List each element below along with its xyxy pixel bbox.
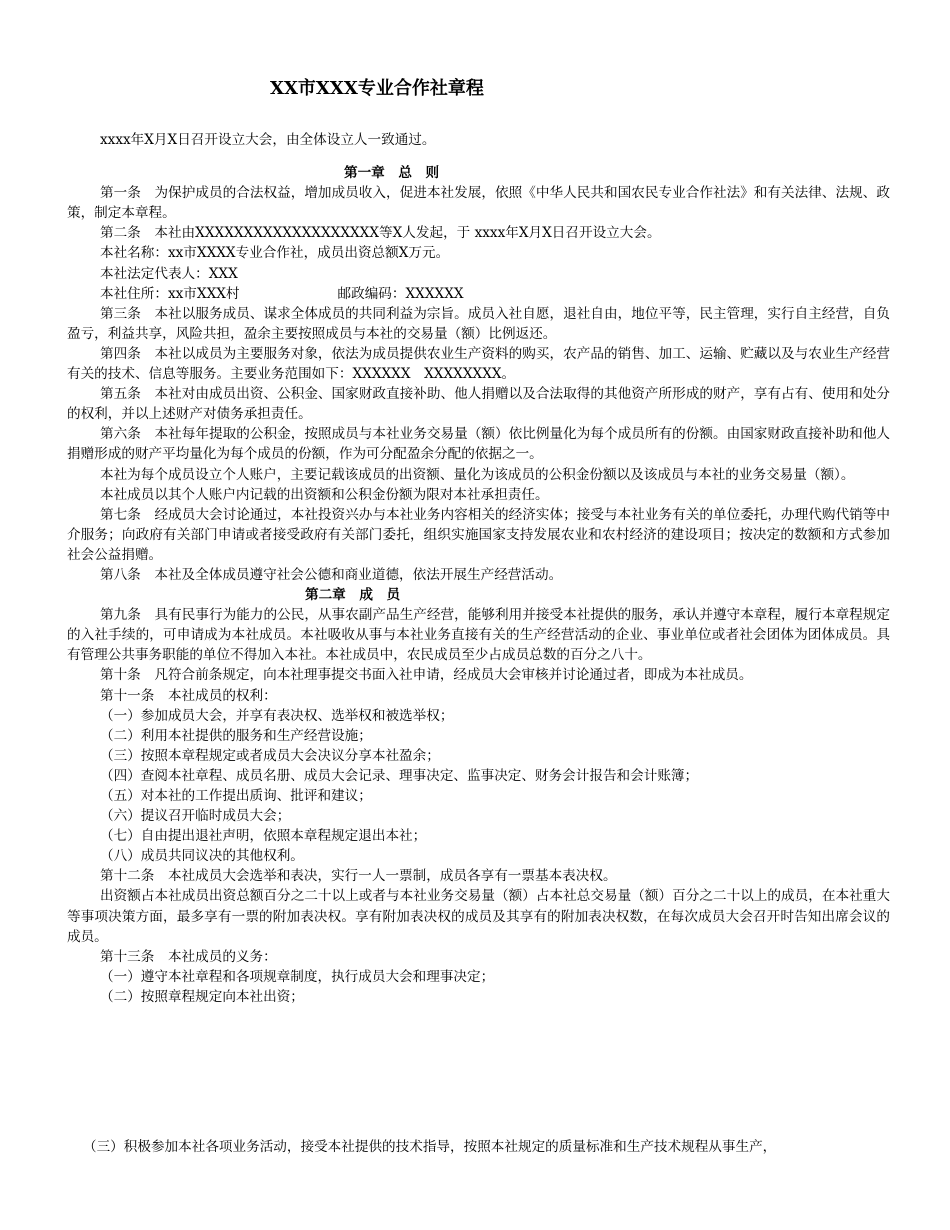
article-4: 第四条 本社以成员为主要服务对象，依法为成员提供农业生产资料的购买，农产品的销售、加工、运输、贮藏以及与农业生产经营有关的技术、信息等服务。主要业务范围如下：XXXXXX XXXXXXXX。	[67, 345, 890, 383]
list-item: （一）遵守本社章程和各项规章制度，执行成员大会和理事决定；	[100, 968, 495, 985]
article-9: 第九条 具有民事行为能力的公民，从事农副产品生产经营，能够利用并接受本社提供的服务，承认并遵守本章程，履行本章程规定的入社手续的，可申请成为本社成员。本社吸收从事与本社业务直接有关的生产经营活动的企业、事业单位或者社会团体为团体成员。具有管理公共事务职能的单位不得加入本社。本社成员中，农民成员至少占成员总数的百分之八十。	[67, 607, 890, 664]
article-8: 第八条 本社及全体成员遵守社会公德和商业道德，依法开展生产经营活动。	[100, 566, 563, 583]
article-7: 第七条 经成员大会讨论通过，本社投资兴办与本社业务内容相关的经济实体；接受与本社业务有关的单位委托，办理代购代销等中介服务；向政府有关部门申请或者接受政府有关部门委托，组织实施国家支持发展农业和农村经济的建设项目；按决定的数额和方式参加社会公益捐赠。	[67, 506, 890, 563]
duties-list	[67, 967, 890, 1007]
article-10: 第十条 凡符合前条规定，向本社理事提交书面入社申请，经成员大会审核并讨论通过者，即成为本社成员。	[100, 667, 753, 684]
article-11: 第十一条 本社成员的权利：	[100, 687, 277, 704]
list-item: （一）参加成员大会，并享有表决权、选举权和被选举权；	[100, 707, 454, 724]
document-title: XX市XXX专业合作社章程	[270, 78, 484, 99]
article-12-additional-vote: 出资额占本社成员出资总额百分之二十以上或者与本社业务交易量（额）占本社总交易量（额）百分之二十以上的成员，在本社重大等事项决策方面，最多享有一票的附加表决权。享有附加表决权的成员及其享有的附加表决权数，在每次成员大会召开时告知出席会议的成员。	[67, 888, 890, 945]
rights-list	[67, 706, 890, 867]
list-item: （三）按照本章程规定或者成员大会决议分享本社盈余；	[100, 747, 440, 764]
intro-paragraph: xxxx年X月X日召开设立大会，由全体设立人一致通过。	[100, 132, 436, 148]
article-12: 第十二条 本社成员大会选举和表决，实行一人一票制，成员各享有一票基本表决权。	[100, 868, 617, 885]
coop-name-line: 本社名称：xx市XXXX专业合作社，成员出资总额X万元。	[100, 245, 450, 262]
list-item: （二）按照章程规定向本社出资；	[100, 988, 304, 1005]
list-item: （六）提议召开临时成员大会；	[100, 808, 291, 825]
article-6-liability: 本社成员以其个人账户内记载的出资额和公积金份额为限对本社承担责任。	[100, 486, 549, 503]
list-item: （八）成员共同议决的其他权利。	[100, 848, 304, 865]
duty-3-line: （三）积极参加本社各项业务活动，接受本社提供的技术指导，按照本社规定的质量标准和生产技术规程从事生产，	[83, 1139, 777, 1155]
address-label: 本社住所：xx市XXX村	[100, 285, 240, 302]
article-6: 第六条 本社每年提取的公积金，按照成员与本社业务交易量（额）依比例量化为每个成员所有的份额。由国家财政直接补助和他人捐赠形成的财产平均量化为每个成员的份额，作为可分配盈余分配的依据之一。	[67, 426, 890, 463]
address-line	[67, 284, 890, 304]
article-6-account: 本社为每个成员设立个人账户，主要记载该成员的出资额、量化为该成员的公积金份额以及该成员与本社的业务交易量（额）。	[100, 466, 855, 483]
article-2: 第二条 本社由XXXXXXXXXXXXXXXXXXX等X人发起，于 xxxx年X月X日召开设立大会。	[100, 225, 661, 242]
article-3: 第三条 本社以服务成员、谋求全体成员的共同利益为宗旨。成员入社自愿，退社自由，地位平等，民主管理，实行自主经营，自负盈亏，利益共享，风险共担，盈余主要按照成员与本社的交易量（额）比例返还。	[67, 305, 890, 342]
article-1: 第一条 为保护成员的合法权益，增加成员收入，促进本社发展，依照《中华人民共和国农民专业合作社法》和有关法律、法规、政策，制定本章程。	[67, 185, 890, 222]
list-item: （五）对本社的工作提出质询、批评和建议；	[100, 788, 372, 804]
article-13: 第十三条 本社成员的义务：	[100, 948, 277, 965]
article-5: 第五条 本社对由成员出资、公积金、国家财政直接补助、他人捐赠以及合法取得的其他资产所形成的财产，享有占有、使用和处分的权利，并以上述财产对债务承担责任。	[67, 386, 890, 423]
list-item: （七）自由提出退社声明，依照本章程规定退出本社；	[100, 828, 427, 845]
document-body	[67, 130, 890, 1007]
chapter-2-heading: 第二章 成 员	[305, 587, 401, 604]
chapter-1-heading: 第一章 总 则	[344, 165, 440, 182]
postcode-label: 邮政编码：XXXXXX	[337, 285, 464, 302]
list-item: （二）利用本社提供的服务和生产经营设施；	[100, 727, 372, 744]
list-item: （四）查阅本社章程、成员名册、成员大会记录、理事决定、监事决定、财务会计报告和会计账簿；	[100, 767, 699, 784]
legal-rep-line: 本社法定代表人：XXX	[100, 265, 238, 282]
